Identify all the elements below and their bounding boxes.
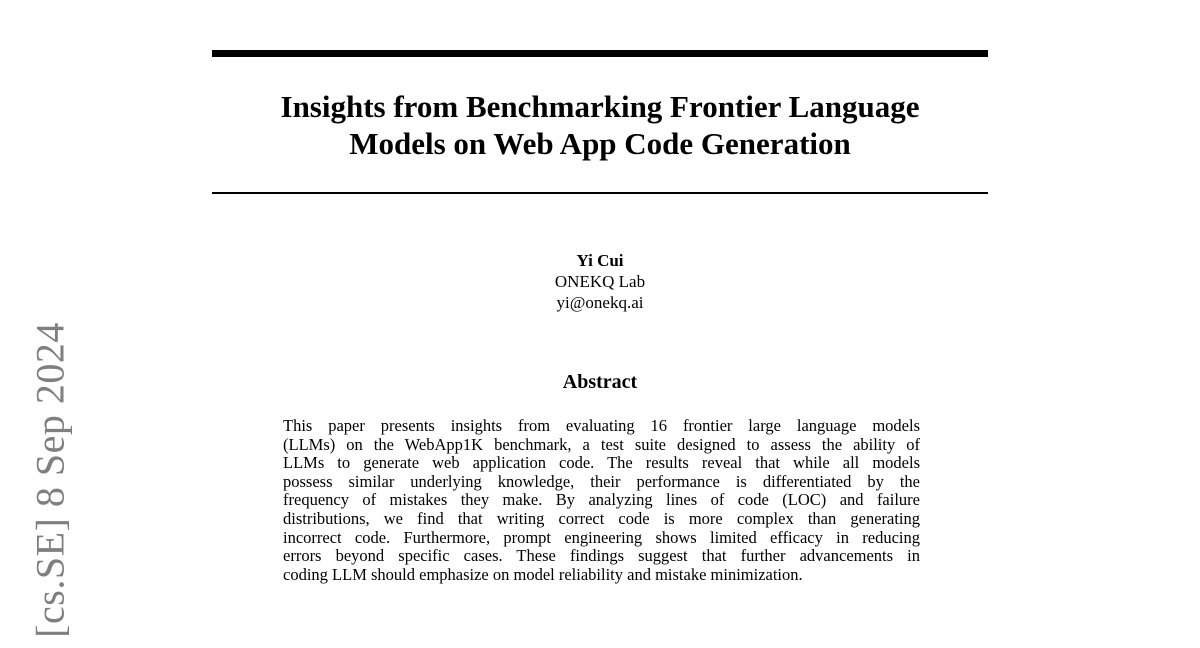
abstract-line: possess similar underlying knowledge, their performance is differentiated by the: [283, 471, 920, 491]
arxiv-stamp-text: [cs.SE] 8 Sep 2024: [27, 322, 73, 638]
author-block: [212, 250, 988, 313]
abstract-body: [283, 417, 920, 584]
abstract-line: frequency of mistakes they make. By analyzing lines of code (LOC) and failure: [283, 490, 920, 510]
title-bottom-rule: [212, 192, 988, 194]
paper-title-line-2: Models on Web App Code Generation: [349, 126, 851, 161]
abstract-line: This paper presents insights from evaluating 16 frontier large language models: [283, 416, 920, 435]
abstract-line: incorrect code. Furthermore, prompt engineering shows limited efficacy in reducing: [283, 527, 920, 547]
author-name: Yi Cui: [576, 251, 624, 270]
abstract-line: coding LLM should emphasize on model reliability and mistake minimization.: [283, 564, 803, 584]
abstract-line: LLMs to generate web application code. The results reveal that while all models: [283, 453, 920, 473]
title-top-rule: [212, 50, 988, 57]
author-email: yi@onekq.ai: [556, 293, 644, 312]
paper-title: [212, 88, 988, 162]
author-affiliation: ONEKQ Lab: [554, 272, 646, 291]
abstract-line: errors beyond specific cases. These findings suggest that further advancements in: [283, 546, 920, 566]
paper-title-line-1: Insights from Benchmarking Frontier Language: [280, 89, 920, 124]
abstract-heading: Abstract: [562, 371, 638, 393]
abstract-line: distributions, we find that writing correct code is more complex than generating: [283, 508, 920, 528]
abstract-line: (LLMs) on the WebApp1K benchmark, a test suite designed to assess the ability of: [283, 434, 920, 454]
